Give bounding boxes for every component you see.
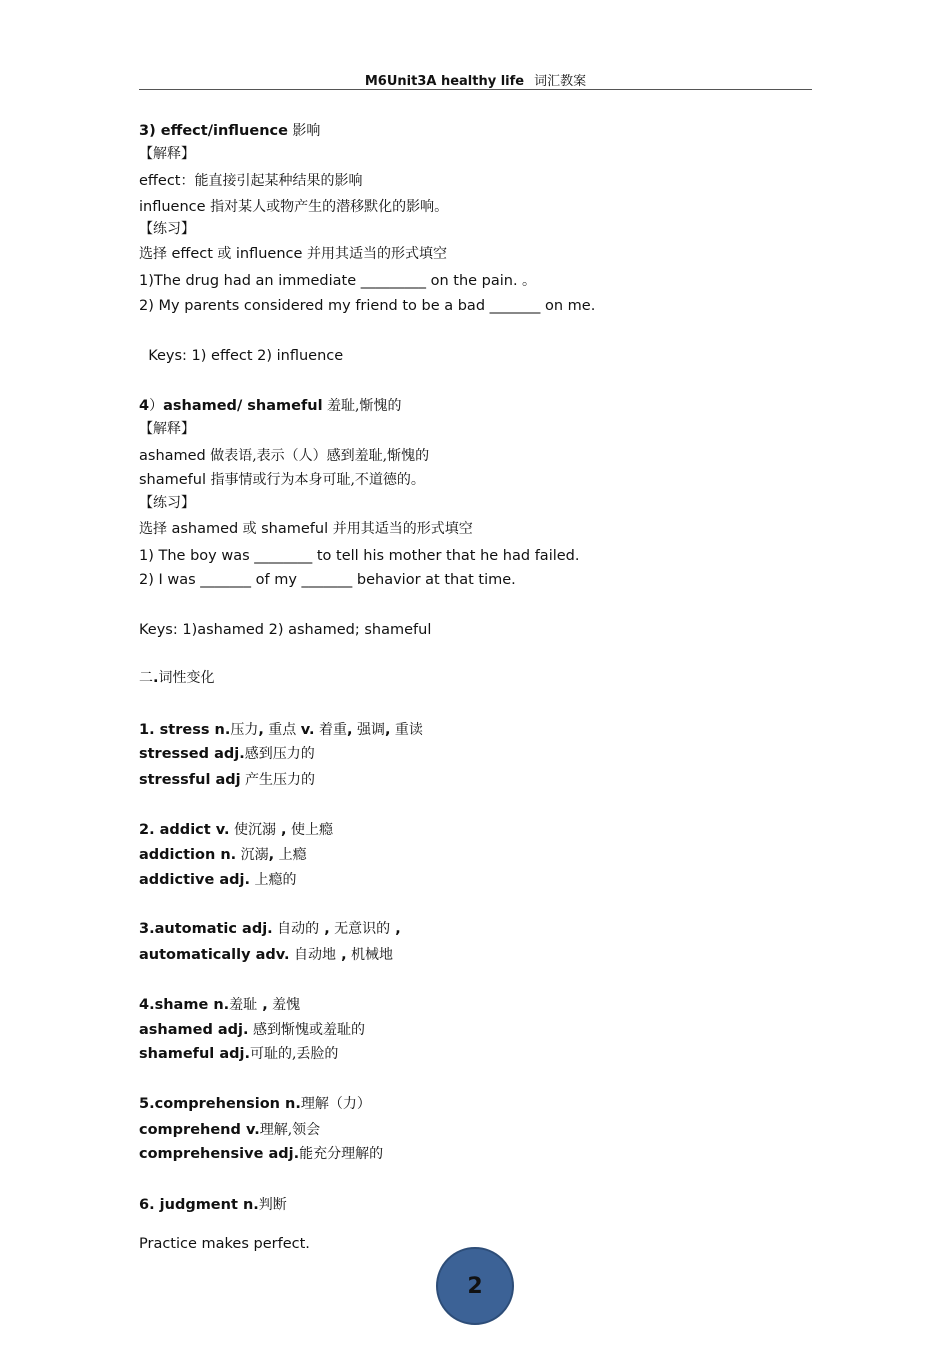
s4-title-cn: 羞耻,惭愧的 <box>322 398 402 414</box>
s3-title <box>139 122 320 140</box>
word-meaning: 判断 <box>258 1197 287 1213</box>
s4-question-2: 2) I was _______ of my _______ behavior at that time. <box>139 572 516 588</box>
word-meaning: 无意识的 <box>329 921 391 937</box>
word-term: addictive adj. <box>139 872 250 888</box>
s3-keys: Keys: 1) effect 2) influence <box>139 348 344 364</box>
word-term: 5.comprehension n. <box>139 1096 301 1112</box>
word-term: 4.shame n. <box>139 997 230 1013</box>
practice-label-text: 【练习】 <box>139 221 195 237</box>
explain-label-text: 【解释】 <box>139 421 195 437</box>
choose-text-c: 或 <box>238 521 262 537</box>
section-2-num: 二 <box>139 670 153 686</box>
s4-title-en: ashamed/ shameful <box>163 398 323 414</box>
word-4-shameful <box>139 1045 338 1063</box>
s3-title-en: 3) effect/influence <box>139 123 288 139</box>
section-2-title <box>139 669 215 687</box>
s3-practice-label <box>139 220 195 238</box>
s4-title-num: 4 <box>139 398 150 414</box>
word-term: 2. addict v. <box>139 822 230 838</box>
word-meaning: 能充分理解的 <box>299 1146 384 1162</box>
header-title-en: M6Unit3A healthy life <box>364 74 525 89</box>
s4-shameful-cn: 指事情或行为本身可耻,不道德的。 <box>206 472 425 488</box>
word-3-automatic <box>139 920 401 938</box>
word-meaning: 自动地 <box>289 947 337 963</box>
separator: , <box>275 822 287 838</box>
s4-title-paren: ） <box>149 398 164 414</box>
page-number-badge <box>436 1247 514 1325</box>
choose-text-e: 并用其适当的形式填空 <box>307 246 448 262</box>
word-term: 3.automatic adj. <box>139 921 273 937</box>
word-meaning: 强调 <box>352 722 385 738</box>
choose-text-a: 选择 <box>139 521 172 537</box>
separator: , <box>319 921 330 937</box>
s3-influence-line <box>139 198 448 216</box>
choose-text-d: influence <box>235 246 308 262</box>
separator: , <box>336 947 347 963</box>
word-5-comprehensive <box>139 1145 383 1163</box>
s3-influence-en: influence <box>139 199 211 215</box>
word-meaning: 理解（力） <box>300 1096 371 1112</box>
word-term: comprehend v. <box>139 1122 260 1138</box>
choose-text-e: 并用其适当的形式填空 <box>332 521 473 537</box>
word-1-stress <box>139 721 423 739</box>
section-2-dot: . <box>153 670 159 686</box>
explain-label-text: 【解释】 <box>139 146 195 162</box>
s3-effect-en: effect <box>139 173 181 189</box>
s4-shameful-en: shameful <box>139 472 206 488</box>
word-term: ashamed adj. <box>139 1022 249 1038</box>
word-meaning: 使沉溺 <box>229 822 276 838</box>
word-term: addiction n. <box>139 847 237 863</box>
word-term: stressed adj. <box>139 746 245 762</box>
word-1-stressful <box>139 771 315 789</box>
section-2-text: 词性变化 <box>158 670 215 686</box>
word-term: automatically adv. <box>139 947 290 963</box>
word-meaning: 产生压力的 <box>240 772 316 788</box>
s3-influence-cn: 指对某人或物产生的潜移默化的影响。 <box>210 199 449 215</box>
s3-choose-line <box>139 245 447 263</box>
separator: , <box>258 722 264 738</box>
word-5-comprehend <box>139 1121 320 1139</box>
word-6-judgment <box>139 1196 287 1214</box>
choose-text-c: 或 <box>212 246 236 262</box>
word-1-stressed <box>139 745 315 763</box>
word-5-comprehension <box>139 1095 371 1113</box>
word-meaning: 可耻的,丢脸的 <box>249 1046 339 1062</box>
word-meaning: 机械地 <box>346 947 394 963</box>
word-meaning: 自动的 <box>272 921 320 937</box>
s4-practice-label <box>139 494 195 512</box>
word-meaning: 羞耻 <box>229 997 258 1013</box>
s3-question-2: 2) My parents considered my friend to be a bad _______ on me. <box>139 298 596 314</box>
separator: , <box>268 847 275 863</box>
word-2-addiction <box>139 846 307 864</box>
word-meaning: 使上瘾 <box>286 822 333 838</box>
header-rule <box>139 89 812 90</box>
s4-question-1: 1) The boy was ________ to tell his mother that he had failed. <box>139 548 580 564</box>
s4-ashamed-en: ashamed <box>139 448 206 464</box>
page-header <box>139 70 812 89</box>
word-term: 1. stress n. <box>139 722 231 738</box>
word-term: comprehensive adj. <box>139 1146 300 1162</box>
separator: , <box>257 997 268 1013</box>
s3-q1-tail: 。 <box>517 273 537 289</box>
header-title-cn: 词汇教案 <box>534 74 587 89</box>
page-number: 2 <box>467 1273 483 1299</box>
word-pos: v. <box>300 722 315 738</box>
separator: , <box>384 722 391 738</box>
s4-ashamed-cn: 做表语,表示（人）感到羞耻,惭愧的 <box>205 448 430 464</box>
word-3-automatically <box>139 946 393 964</box>
s3-title-cn: 影响 <box>287 123 321 139</box>
word-meaning: 上瘾 <box>274 847 307 863</box>
choose-text-a: 选择 <box>139 246 172 262</box>
choose-text-d: shameful <box>261 521 333 537</box>
closing-line: Practice makes perfect. <box>139 1236 310 1252</box>
word-term: shameful adj. <box>139 1046 250 1062</box>
word-2-addictive <box>139 871 296 889</box>
s3-q1-text: 1)The drug had an immediate _________ on the pain. <box>139 273 518 289</box>
practice-label-text: 【练习】 <box>139 495 195 511</box>
s4-keys: Keys: 1)ashamed 2) ashamed; shameful <box>139 622 432 638</box>
s3-question-1 <box>139 272 536 290</box>
word-meaning: 着重 <box>314 722 347 738</box>
word-meaning: 羞愧 <box>267 997 301 1013</box>
word-meaning: 感到惭愧或羞耻的 <box>248 1022 365 1038</box>
word-4-shame <box>139 996 300 1014</box>
word-2-addict <box>139 821 333 839</box>
s4-ashamed-line <box>139 447 429 465</box>
choose-text-b: ashamed <box>171 521 239 537</box>
word-meaning: 上瘾的 <box>250 872 297 888</box>
s3-effect-line <box>139 172 363 190</box>
s4-title <box>139 397 401 415</box>
separator: , <box>347 722 353 738</box>
separator: , <box>390 921 401 937</box>
word-meaning: 压力 <box>230 722 259 738</box>
word-meaning: 理解,领会 <box>259 1122 321 1138</box>
s4-choose-line <box>139 520 473 538</box>
word-term: 6. judgment n. <box>139 1197 259 1213</box>
s4-explain-label <box>139 420 195 438</box>
word-meaning: 感到压力的 <box>244 746 315 762</box>
choose-text-b: effect <box>171 246 213 262</box>
word-meaning: 沉溺 <box>236 847 269 863</box>
word-term: stressful adj <box>139 772 241 788</box>
s4-shameful-line <box>139 471 425 489</box>
s3-explain-label <box>139 145 195 163</box>
s3-effect-cn: ：能直接引起某种结果的影响 <box>180 173 363 189</box>
word-meaning: 重点 <box>263 722 301 738</box>
word-4-ashamed <box>139 1021 365 1039</box>
word-meaning: 重读 <box>390 722 423 738</box>
